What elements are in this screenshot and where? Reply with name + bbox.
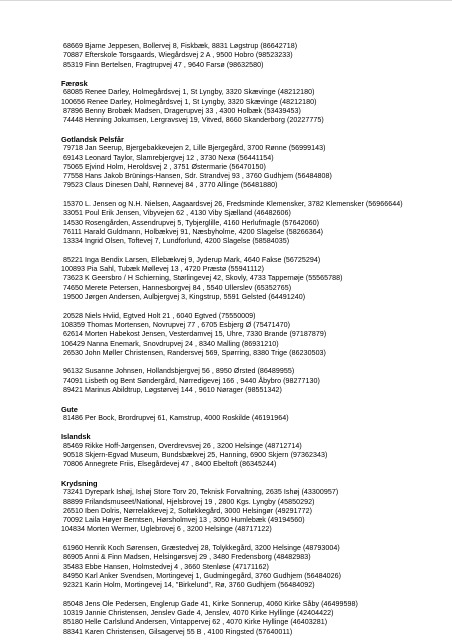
group-spacer bbox=[61, 535, 447, 544]
breeder-entry: 84950 Karl Anker Svendsen, Mortingevej 1, Gudmingegård, 3760 Gudhjem (56484026) bbox=[63, 571, 342, 580]
breeder-entry: 96132 Susanne Johnsen, Hollandsbjergvej 56 , 8950 Ørsted (86489955) bbox=[63, 367, 295, 376]
group-spacer bbox=[61, 591, 447, 600]
breeder-entry: 69143 Leonard Taylor, Slamrebjergvej 12 , 3730 Nexø (56441154) bbox=[63, 153, 274, 162]
breeder-entry: 104834 Morten Wermer, Uglebrovej 6 , 3200 Helsinge (48717122) bbox=[61, 525, 272, 534]
breeder-entry: 73623 K Geersbro / H Schierning, Størlingevej 42, Skovly, 4733 Tappernøje (55565788) bbox=[63, 274, 343, 283]
breed-heading: Gute bbox=[61, 404, 78, 414]
breeder-entry: 74091 Lisbeth og Bent Søndergård, Nørredigevej 166 , 9440 Åbybro (98277130) bbox=[63, 376, 320, 385]
breeder-entry: 19500 Jørgen Andersen, Aulbjergvej 3, Kingstrup, 5591 Gelsted (64491240) bbox=[63, 293, 306, 302]
breeder-entry: 85048 Jens Ole Pedersen, Englerup Gade 41, Kirke Sonnerup, 4060 Kirke Såby (46499598) bbox=[63, 599, 358, 608]
breed-heading: Færøsk bbox=[61, 79, 88, 89]
breeder-entry: 92321 Karin Holm, Mortingevej 14, "Birkelund", Rø, 3760 Gudhjem (56484092) bbox=[63, 581, 315, 590]
breeder-entry: 81486 Per Bock, Brordrupvej 61, Kamstrup, 4000 Roskilde (46191964) bbox=[63, 413, 289, 422]
breeder-entry: 20528 Niels Hviid, Egtved Holt 21 , 6040 Egtved (75550009) bbox=[63, 311, 256, 320]
breeder-entry: 106429 Nanna Enemark, Snovdrupvej 24 , 8340 Malling (86931210) bbox=[61, 339, 279, 348]
group-spacer bbox=[61, 358, 447, 367]
breeder-entry: 90518 Skjern-Egvad Museum, Bundsbækvej 25, Hanning, 6900 Skjern (97362343) bbox=[63, 451, 328, 460]
breeder-entry: 62614 Morten Habekost Jensen, Vesterdamvej 15, Uhre, 7330 Brande (97187879) bbox=[63, 330, 327, 339]
breeder-entry: 74650 Merete Petersen, Hannesborgvej 84 , 5540 Ullerslev (65352765) bbox=[63, 283, 292, 292]
breeder-entry: 74448 Henning Jokumsen, Lergravsvej 19, Vitved, 8660 Skanderborg (20227775) bbox=[63, 116, 324, 125]
breeder-entry: 85180 Helle Carlslund Andersen, Vintappervej 62 , 4070 Kirke Hyllinge (46403281) bbox=[63, 618, 328, 627]
breeder-entry: 35483 Ebbe Hansen, Holmstedvej 4 , 3660 Stenløse (47171162) bbox=[63, 562, 269, 571]
breed-heading: Islandsk bbox=[61, 432, 91, 442]
breeder-entry: 85469 Rikke Hoff-Jørgensen, Overdrevsvej 26 , 3200 Helsinge (48712714) bbox=[63, 441, 302, 450]
breeder-entry: 88899 Frilandsmuseet/National, Hjelsbrovej 19 , 2800 Kgs. Lyngby (45850292) bbox=[63, 497, 315, 506]
breeder-entry: 79718 Jan Seerup, Bjergebakkevejen 2, Lille Bjergegård, 3700 Rønne (56999143) bbox=[63, 144, 326, 153]
group-spacer bbox=[61, 247, 447, 256]
breed-heading: Krydsning bbox=[61, 478, 98, 488]
breeder-entry: 70887 Efterskole Torsgaards, Wiegårdsvej 2 A , 9500 Hobro (98523233) bbox=[63, 51, 293, 60]
breeder-list bbox=[61, 42, 447, 637]
breeder-entry: 14530 Rosengården, Assendrupvej 5, Tybjerglille, 4160 Herlufmagle (57642060) bbox=[63, 218, 320, 227]
breeder-entry: 70806 Annegrete Friis, Elsegårdevej 47 , 8400 Ebeltoft (86345244) bbox=[63, 460, 277, 469]
breeder-entry: 68669 Bjarne Jeppesen, Bollervej 8, Fiskbæk, 8831 Løgstrup (86642718) bbox=[63, 42, 298, 50]
breeder-entry: 68085 Renee Darley, Holmegårdsvej 1, St Lyngby, 3320 Skævinge (48212180) bbox=[63, 88, 315, 97]
breeder-entry: 86905 Anni & Finn Madsen, Helsingørsvej 29 , 3480 Fredensborg (48482983) bbox=[63, 553, 311, 562]
breeder-entry: 89421 Marinus Abildtrup, Løgstørvej 144 , 9610 Nørager (98551342) bbox=[63, 385, 282, 394]
breeder-entry: 87896 Benny Brobæk Madsen, Dragerupvej 33 , 4300 Holbæk (53439453) bbox=[63, 107, 301, 116]
breeder-entry: 85221 Inga Bendix Larsen, Ellebækvej 9, Jyderup Mark, 4640 Fakse (56725294) bbox=[63, 255, 321, 264]
breeder-entry: 26510 Iben Dolris, Nørrelakkevej 2, Soltøkkegård, 3000 Helsingør (49291772) bbox=[63, 506, 313, 515]
breeder-entry: 85319 Finn Bertelsen, Fragtrupvej 47 , 9640 Farsø (98632580) bbox=[63, 60, 264, 69]
breeder-entry: 108359 Thomas Mortensen, Novrupvej 77 , 6705 Esbjerg Ø (75471470) bbox=[61, 320, 291, 329]
breeder-entry: 79523 Claus Dinesen Dahl, Rønnevej 84 , 3770 Allinge (56481880) bbox=[63, 181, 278, 190]
group-spacer bbox=[61, 302, 447, 311]
breeder-entry: 100893 Pia Sahl, Tubæk Møllevej 13 , 4720 Præstø (55941112) bbox=[61, 265, 265, 274]
breeder-entry: 73241 Dyrepark Ishøj, Ishøj Store Torv 20, Teknisk Forvaltning, 2635 Ishøj (43300957) bbox=[63, 488, 339, 497]
breed-heading: Gotlandsk Pelsfår bbox=[61, 134, 124, 144]
group-spacer bbox=[61, 191, 447, 200]
breeder-entry: 33051 Poul Erik Jensen, Vibyvejen 62 , 4130 Viby Sjælland (46482606) bbox=[63, 209, 291, 218]
breeder-entry: 15370 L. Jensen og N.H. Nielsen, Aagaardsvej 26, Fredsminde Klemensker, 3782 Klemensker (56966644) bbox=[63, 200, 403, 209]
breeder-entry: 100656 Renee Darley, Holmegårdsvej 1, St Lyngby, 3320 Skævinge (48212180) bbox=[61, 97, 317, 106]
breeder-entry: 75065 Ejvind Holm, Heroldsvej 2 , 3751 Østermarie (56470150) bbox=[63, 162, 266, 171]
breeder-entry: 13334 Ingrid Olsen, Toftevej 7, Lundforlund, 4200 Slagelse (58584035) bbox=[63, 237, 290, 246]
breeder-entry: 77558 Hans Jakob Brünings-Hansen, Sdr. Strandvej 93 , 3760 Gudhjem (56484808) bbox=[63, 172, 332, 181]
breeder-entry: 61960 Henrik Koch Sørensen, Græstedvej 28, Tolykkegård, 3200 Helsinge (48793004) bbox=[63, 544, 340, 553]
breeder-entry: 88341 Karen Christensen, Gilsagervej 55 B , 4100 Ringsted (57640011) bbox=[63, 627, 293, 636]
breeder-entry: 76111 Harald Guldmann, Holbækvej 91, Næsbyholme, 4200 Slagelse (58266364) bbox=[63, 227, 324, 236]
breeder-entry: 26530 John Møller Christensen, Randersvej 569, Spørring, 8380 Trige (86230503) bbox=[63, 348, 326, 357]
breeder-entry: 10319 Jannie Christensen, Jenslev Gade 4, Jenslev, 4070 Kirke Hyllinge (42404422) bbox=[63, 609, 334, 618]
breeder-entry: 70092 Laila Høyer Berntsen, Hørsholmvej 13 , 3050 Humlebæk (49194560) bbox=[63, 516, 305, 525]
